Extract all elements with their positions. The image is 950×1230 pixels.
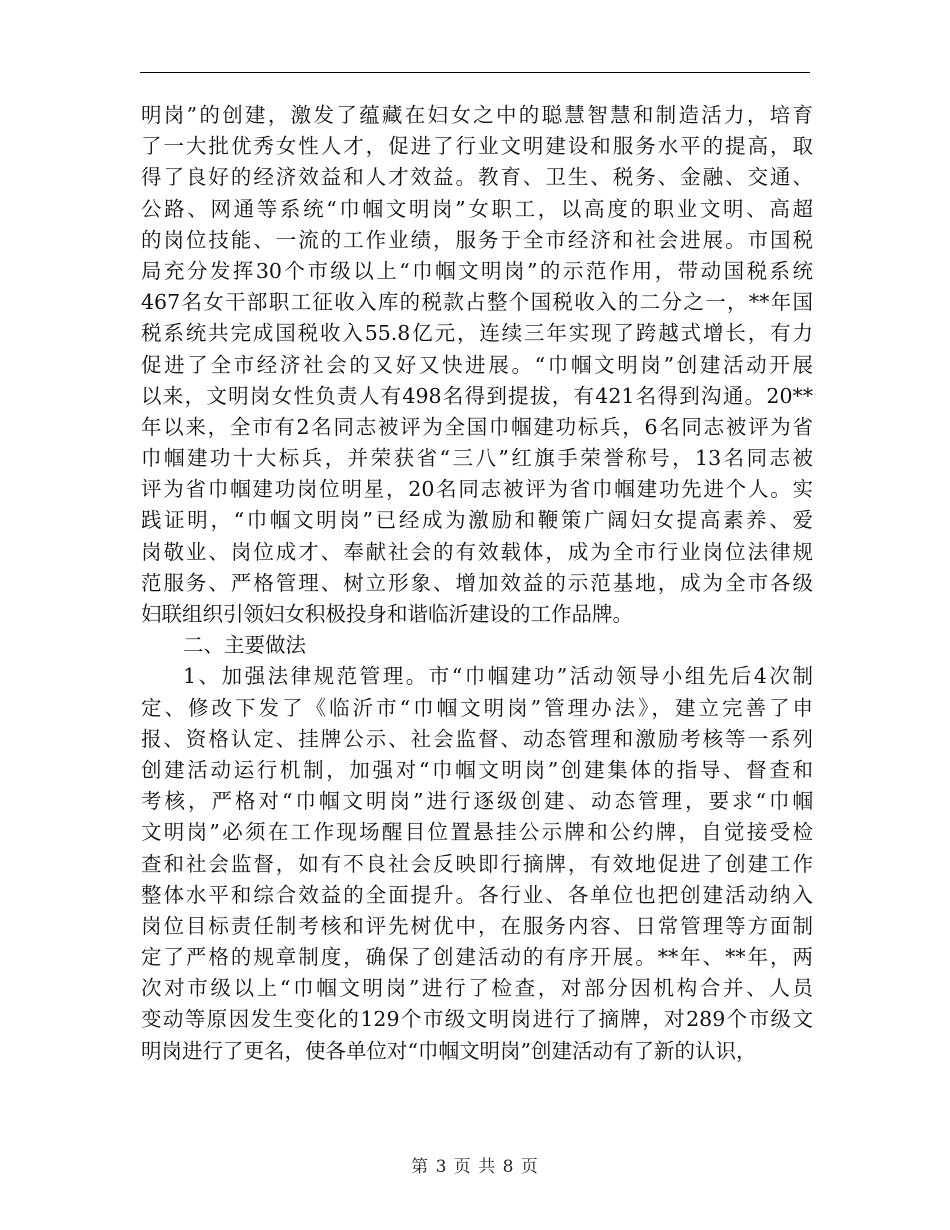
text-line: 明岗进行了更名，使各单位对“巾帼文明岗”创建活动有了新的认识，	[141, 1038, 757, 1063]
text-line: 创建活动运行机制，加强对“巾帼文明岗”创建集体的指导、督查和	[141, 757, 813, 782]
text-line: 报、资格认定、挂牌公示、社会监督、动态管理和激励考核等一系列	[141, 726, 813, 751]
section-heading: 二、主要做法	[183, 633, 306, 658]
body-text	[141, 100, 813, 1067]
text-line: 局充分发挥30个市级以上“巾帼文明岗”的示范作用，带动国税系统	[141, 258, 813, 283]
text-line: 次对市级以上“巾帼文明岗”进行了检查，对部分因机构合并、人员	[141, 976, 813, 1001]
text-line: 文明岗”必须在工作现场醒目位置悬挂公示牌和公约牌，自觉接受检	[141, 820, 813, 845]
text-line: 公路、网通等系统“巾帼文明岗”女职工，以高度的职业文明、高超	[141, 196, 813, 221]
text-line: 年以来，全市有2名同志被评为全国巾帼建功标兵，6名同志被评为省	[141, 414, 813, 439]
text-line: 岗位目标责任制考核和评先树优中，在服务内容、日常管理等方面制	[141, 913, 813, 938]
text-line: 变动等原因发生变化的129个市级文明岗进行了摘牌，对289个市级文	[141, 1007, 813, 1032]
text-line: 定了严格的规章制度，确保了创建活动的有序开展。**年、**年，两	[141, 945, 813, 970]
text-line: 定、修改下发了《临沂市“巾帼文明岗”管理办法》，建立完善了申	[141, 695, 813, 720]
text-line: 以来，文明岗女性负责人有498名得到提拔，有421名得到沟通。20**	[141, 383, 813, 408]
text-line: 明岗”的创建，激发了蕴藏在妇女之中的聪慧智慧和制造活力，培育	[141, 103, 813, 127]
text-line: 1、加强法律规范管理。市“巾帼建功”活动领导小组先后4次制	[183, 664, 813, 689]
text-line: 查和社会监督，如有不良社会反映即行摘牌，有效地促进了创建工作	[141, 851, 813, 876]
page-number-footer: 第 3 页 共 8 页	[411, 1157, 539, 1177]
text-line: 税系统共完成国税收入55.8亿元，连续三年实现了跨越式增长，有力	[141, 321, 813, 346]
text-line: 的岗位技能、一流的工作业绩，服务于全市经济和社会进展。市国税	[141, 227, 813, 252]
text-line: 评为省巾帼建功岗位明星，20名同志被评为省巾帼建功先进个人。实	[141, 477, 813, 502]
text-line: 巾帼建功十大标兵，并荣获省“三八”红旗手荣誉称号，13名同志被	[141, 446, 813, 471]
text-line: 了一大批优秀女性人才，促进了行业文明建设和服务水平的提高，取	[141, 134, 813, 159]
text-line: 467名女干部职工征收入库的税款占整个国税收入的二分之一，**年国	[141, 290, 813, 315]
header-rule	[140, 72, 810, 73]
text-line: 践证明，“巾帼文明岗”已经成为激励和鞭策广阔妇女提高素养、爱	[141, 508, 813, 533]
text-line: 妇联组织引领妇女积极投身和谐临沂建设的工作品牌。	[141, 602, 633, 626]
text-line: 岗敬业、岗位成才、奉献社会的有效载体，成为全市行业岗位法律规	[141, 539, 813, 564]
text-line: 整体水平和综合效益的全面提升。各行业、各单位也把创建活动纳入	[141, 882, 813, 907]
text-line: 促进了全市经济社会的又好又快进展。“巾帼文明岗”创建活动开展	[141, 352, 813, 377]
text-line: 得了良好的经济效益和人才效益。教育、卫生、税务、金融、交通、	[141, 165, 813, 190]
text-line: 考核，严格对“巾帼文明岗”进行逐级创建、动态管理，要求“巾帼	[141, 789, 813, 814]
text-line: 范服务、严格管理、树立形象、增加效益的示范基地，成为全市各级	[141, 570, 813, 595]
